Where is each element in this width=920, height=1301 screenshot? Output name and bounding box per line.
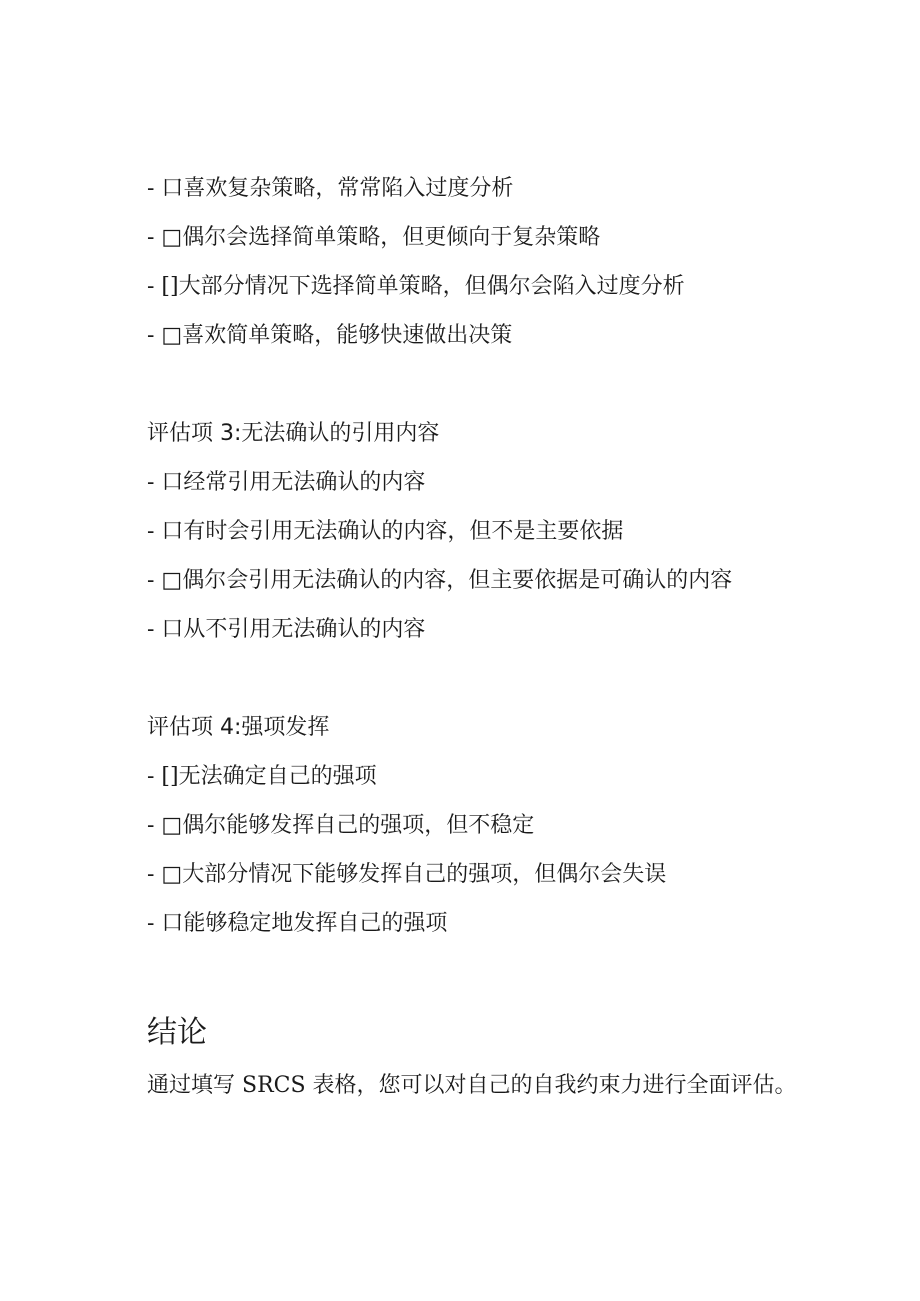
option-prefer-simple-strategy: - □喜欢简单策略，能够快速做出决策	[147, 323, 513, 348]
option-complex-strategy: - 口喜欢复杂策略，常常陷入过度分析	[147, 176, 514, 201]
section4-option-2: - □偶尔能够发挥自己的强项，但不稳定	[147, 813, 535, 838]
section4-option-4: - 口能够稳定地发挥自己的强项	[147, 911, 448, 936]
section3-option-1: - 口经常引用无法确认的内容	[147, 470, 426, 495]
section3-option-3: - □偶尔会引用无法确认的内容，但主要依据是可确认的内容	[147, 568, 733, 593]
section4-title: 评估项 4:强项发挥	[147, 715, 330, 740]
conclusion-title: 结论	[147, 1015, 207, 1050]
section4-option-3: - □大部分情况下能够发挥自己的强项，但偶尔会失误	[147, 862, 667, 887]
option-mostly-simple-strategy: - []大部分情况下选择简单策略，但偶尔会陷入过度分析	[147, 274, 685, 299]
option-occasional-simple-strategy: - □偶尔会选择简单策略，但更倾向于复杂策略	[147, 225, 601, 250]
conclusion-text: 通过填写 SRCS 表格，您可以对自己的自我约束力进行全面评估。	[147, 1073, 797, 1098]
section3-option-4: - 口从不引用无法确认的内容	[147, 617, 426, 642]
section3-title: 评估项 3:无法确认的引用内容	[147, 421, 440, 446]
section3-option-2: - 口有时会引用无法确认的内容，但不是主要依据	[147, 519, 624, 544]
section4-option-1: - []无法确定自己的强项	[147, 764, 377, 789]
